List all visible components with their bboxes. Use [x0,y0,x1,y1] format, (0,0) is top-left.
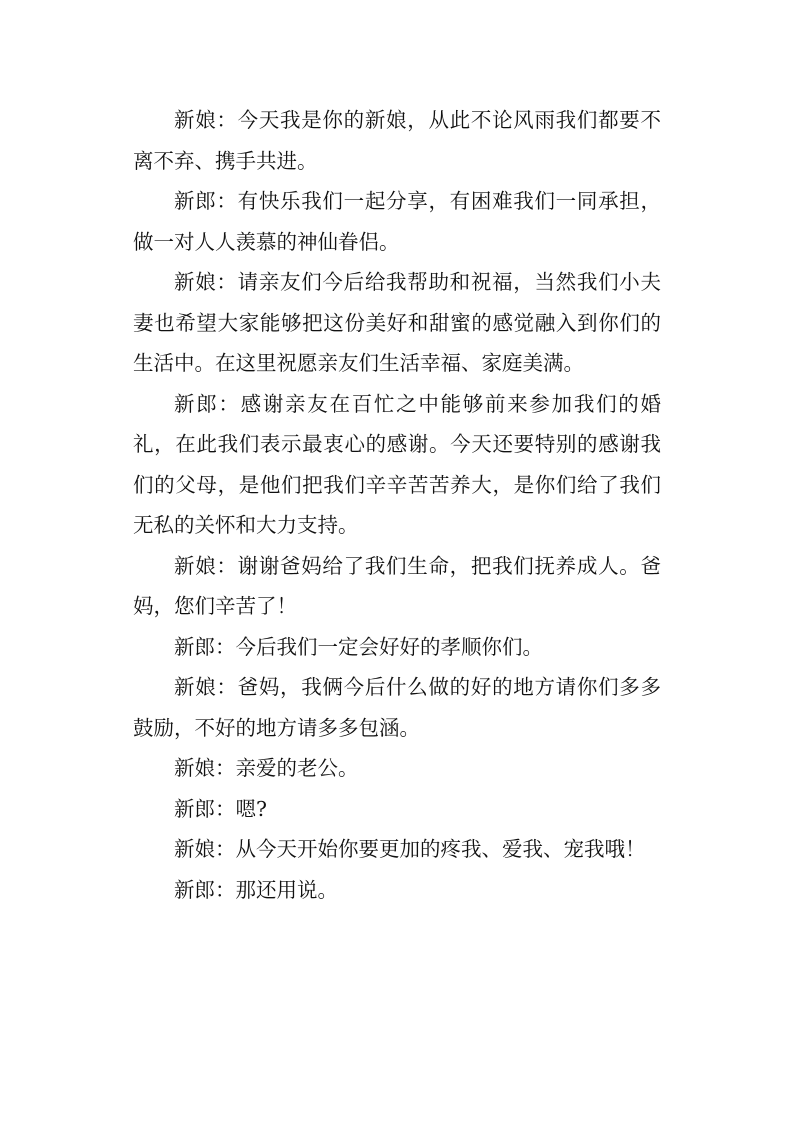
paragraph-groom-3: 新郎：今后我们一定会好好的孝顺你们。 [174,634,543,659]
paragraph-bride-4: 新娘：爸妈，我俩今后什么做的好的地方请你们多多鼓励，不好的地方请多多包涵。 [133,675,661,740]
paragraph-bride-3: 新娘：谢谢爸妈给了我们生命，把我们抚养成人。爸妈，您们辛苦了！ [133,553,661,618]
paragraph-bride-2: 新娘：请亲友们今后给我帮助和祝福，当然我们小夫妻也希望大家能够把这份美好和甜蜜的感觉融入到你们的生活中。在这里祝愿亲友们生活幸福、家庭美满。 [133,270,661,375]
paragraph-bride-5: 新娘：亲爱的老公。 [174,756,359,780]
paragraph-groom-5: 新郎：那还用说。 [174,877,338,902]
document-body [133,100,661,910]
paragraph-groom-2: 新郎：感谢亲友在百忙之中能够前来参加我们的婚礼，在此我们表示最衷心的感谢。今天还要特别的感谢我们的父母，是他们把我们辛辛苦苦养大，是你们给了我们无私的关怀和大力支持。 [133,391,661,537]
paragraph-groom-4: 新郎：嗯? [174,796,267,821]
paragraph-groom-1: 新郎：有快乐我们一起分享，有困难我们一同承担，做一对人人羡慕的神仙眷侣。 [133,189,661,254]
paragraph-bride-1: 新娘：今天我是你的新娘，从此不论风雨我们都要不离不弃、携手共进。 [133,108,661,173]
paragraph-bride-6: 新娘：从今天开始你要更加的疼我、爱我、宠我哦！ [174,837,646,861]
